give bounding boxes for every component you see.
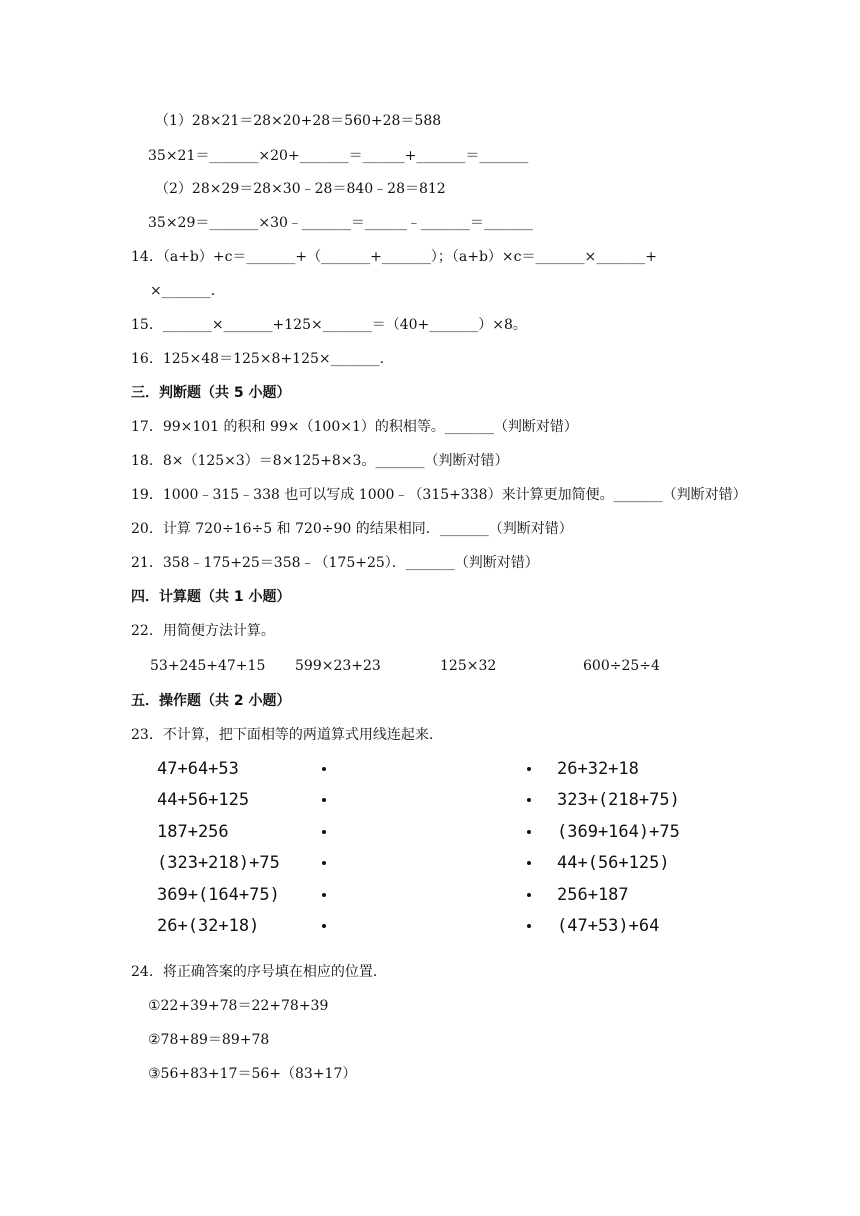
- left-match-dot[interactable]: [322, 798, 326, 802]
- left-expression[interactable]: 26+(32+18): [157, 916, 260, 936]
- left-match-dot[interactable]: [322, 924, 326, 928]
- left-match-dot[interactable]: [322, 767, 326, 771]
- section-heading: 四．计算题（共 1 小题）: [131, 589, 291, 605]
- question-line: 15．_______×_______+125×_______＝（40+_______）×8。: [131, 317, 527, 333]
- left-expression[interactable]: (323+218)+75: [157, 853, 280, 874]
- right-match-dot[interactable]: [527, 893, 531, 897]
- left-match-dot[interactable]: [322, 861, 326, 865]
- right-match-dot[interactable]: [527, 830, 531, 834]
- question-line: 125×32: [440, 658, 497, 674]
- section-heading: 五．操作题（共 2 小题）: [131, 693, 291, 709]
- question-line: ×_______.: [150, 283, 216, 299]
- question-line: 14．（a+b）+c＝_______+（_______+_______）；（a+b）×c＝_______×_______+: [131, 249, 657, 265]
- section-heading: 三．判断题（共 5 小题）: [131, 385, 291, 401]
- right-expression[interactable]: 44+(56+125): [557, 853, 670, 874]
- right-expression[interactable]: (369+164)+75: [557, 821, 680, 842]
- question-line: 21．358﹣175+25＝358﹣（175+25）．_______（判断对错）: [131, 555, 539, 571]
- question-line: ③56+83+17＝56+（83+17）: [148, 1066, 357, 1082]
- left-expression[interactable]: 44+56+125: [157, 790, 250, 811]
- question-line: 35×29＝_______×30﹣_______＝______﹣_______＝_______: [148, 215, 533, 231]
- question-line: 20．计算 720÷16÷5 和 720÷90 的结果相同．_______（判断对错）: [131, 521, 573, 537]
- right-expression[interactable]: 26+32+18: [557, 759, 639, 779]
- right-match-dot[interactable]: [527, 861, 531, 865]
- question-line: ②78+89＝89+78: [148, 1032, 270, 1048]
- question-line: 19．1000﹣315﹣338 也可以写成 1000﹣（315+338）来计算更加简便。_______（判断对错）: [131, 487, 747, 503]
- question-line: 600÷25÷4: [583, 658, 660, 674]
- question-line: 16．125×48＝125×8+125×_______.: [131, 351, 385, 367]
- right-match-dot[interactable]: [527, 924, 531, 928]
- question-line: ①22+39+78＝22+78+39: [148, 998, 329, 1014]
- right-match-dot[interactable]: [527, 798, 531, 802]
- right-match-dot[interactable]: [527, 767, 531, 771]
- question-line: 35×21＝_______×20+_______＝______+_______＝_______: [148, 148, 529, 164]
- right-expression[interactable]: (47+53)+64: [557, 916, 660, 936]
- right-expression[interactable]: 256+187: [557, 884, 629, 905]
- question-line: 23．不计算，把下面相等的两道算式用线连起来.: [131, 727, 434, 743]
- left-match-dot[interactable]: [322, 830, 326, 834]
- left-expression[interactable]: 47+64+53: [157, 759, 239, 779]
- question-line: 24．将正确答案的序号填在相应的位置.: [131, 964, 378, 980]
- right-expression[interactable]: 323+(218+75): [557, 790, 680, 811]
- question-line: 53+245+47+15: [150, 658, 266, 674]
- left-expression[interactable]: 187+256: [157, 821, 229, 842]
- left-match-dot[interactable]: [322, 893, 326, 897]
- question-line: 17．99×101 的积和 99×（100×1）的积相等。_______（判断对错）: [131, 419, 578, 435]
- left-expression[interactable]: 369+(164+75): [157, 884, 280, 905]
- question-line: 22．用简便方法计算。: [131, 623, 275, 639]
- question-line: 599×23+23: [295, 658, 381, 674]
- question-line: （1）28×21＝28×20+28＝560+28＝588: [155, 113, 442, 129]
- question-line: （2）28×29＝28×30﹣28＝840﹣28＝812: [155, 181, 446, 197]
- question-line: 18．8×（125×3）＝8×125+8×3。_______（判断对错）: [131, 453, 509, 469]
